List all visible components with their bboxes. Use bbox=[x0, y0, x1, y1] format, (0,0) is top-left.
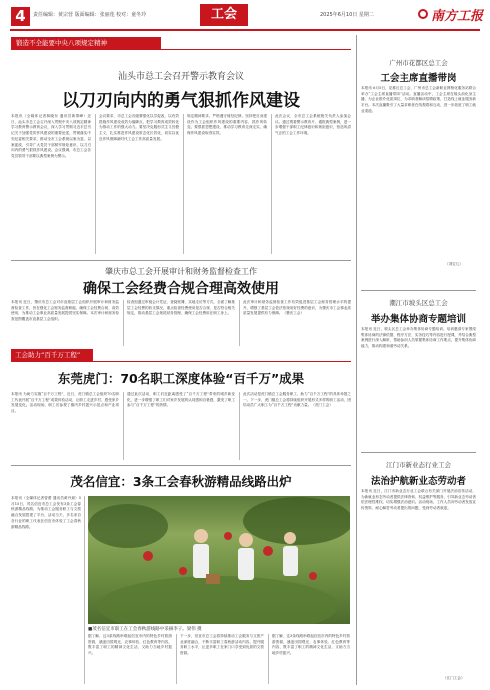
divider bbox=[183, 114, 184, 254]
sidebar-rule bbox=[361, 452, 476, 453]
section-tag bbox=[200, 4, 248, 26]
divider bbox=[123, 392, 124, 460]
sidebar-2-title: 潮江市坡头区总工会 bbox=[389, 299, 448, 307]
photo-caption bbox=[88, 626, 350, 632]
sidebar-3-author: （江门工会） bbox=[443, 676, 465, 680]
divider bbox=[268, 634, 269, 684]
audit-col-1: 本报讯 近日，肇庆市总工会对市直基层工会组织开展审计和财务监督检查工作，旨在强化工会财务监督职能，确保工会经费合规、高效使用，为推动工会事业高质量发展提供坚实保障。本次审计和财务检查范围覆盖市直基层工会组织。 bbox=[11, 300, 119, 322]
header-editors: 责任编辑：黄宗营 版面编辑：张丽莲 校对：童冬玲 bbox=[33, 12, 147, 18]
divider bbox=[176, 634, 177, 684]
audit-col-3: 此次审计和财务监督检查工作有效促进基层工会财务管理水平的提升，增强了基层工会依法依规用好经费的意识，为肇庆市工会事业高质量发展提供有力保障。（肇庆工会） bbox=[243, 300, 351, 316]
header-date: 2025年6月10日 星期二 bbox=[320, 12, 374, 18]
sidebar-2-headline: 举办集体协商专题培训 bbox=[370, 314, 466, 325]
divider bbox=[95, 114, 96, 254]
tab2-rule bbox=[11, 361, 351, 362]
dongguan-col-3: 此次活动是虎门镇总工会服务职工、助力“百千万工程”的具体举措之一。下一步，虎门镇总工会将持续组织开展形式多样的职工活动，团结动员广大职工为“百千万工程”贡献力量。（虎门工会） bbox=[243, 392, 351, 408]
sidebar-1-author: （刘宝儿） bbox=[445, 262, 463, 266]
sidebar-1-title: 广州市花都区总工会 bbox=[389, 59, 448, 67]
photo-caption-text: ■茂名信宜市职工在工会春秋游线路中采摘李子。梁伟 摄 bbox=[88, 627, 202, 632]
dongguan-col-2: 通过此次活动，职工们近距离感受了“百千万工程”带来的城乡新变化，进一步增强了职工们对家乡发展的认同感和自豪感，激发了职工参与“百千万工程”的热情。 bbox=[127, 392, 235, 408]
main-col-4: 此次会议，全市总工会系统相关负责人参加会议。通过观看警示教育片、通报典型案例，进一步增强干部职工纪律意识和规矩意识，营造风清气正的工会工作环境。 bbox=[275, 114, 351, 136]
divider bbox=[123, 300, 124, 346]
masthead-logo bbox=[408, 5, 483, 23]
topic-tab-2-label: 工会助力“百千万工程” bbox=[15, 351, 81, 359]
divider bbox=[271, 114, 272, 254]
divider bbox=[84, 496, 85, 684]
logo-mark-icon bbox=[418, 9, 428, 19]
main-col-3: 规定精神要求，严格遵守财经纪律，坚持把自身建设作为工会组织作风建设的重要内容，抓作风转变。要狠抓思想建设，推动学习教育走深走实，确保作风建设取得实效。 bbox=[187, 114, 267, 136]
section-rule bbox=[11, 260, 351, 261]
tea-picking-photo-icon bbox=[88, 496, 350, 624]
sidebar-rule bbox=[361, 290, 476, 291]
sidebar-3-title: 江门市新业态行业工会 bbox=[386, 461, 451, 469]
audit-col-2: 检查组通过审阅会计凭证、查阅账簿、实地走访等方式，全面了解基层工会经费的收支情况，重点检查经费使用是否合规、是否符合相关规定，推动基层工会规范财务管理，确保工会经费用在职工身上。 bbox=[127, 300, 235, 316]
topic-tab-1 bbox=[11, 37, 161, 49]
topic-tab-1-label: 锻造不全能要中央八项规定精神 bbox=[16, 39, 107, 47]
section-title: 工会 bbox=[210, 7, 237, 22]
dongguan-headline: 东莞虎门：70名职工深度体验“百千万”成果 bbox=[57, 371, 305, 386]
main-headline: 以刀刃向内的勇气狠抓作风建设 bbox=[62, 91, 300, 111]
maoming-headline: 茂名信宜：3条工会春秋游精品线路出炉 bbox=[70, 474, 292, 489]
sidebar-1-headline: 工会主席直播带岗 bbox=[380, 73, 457, 84]
main-subhead: 汕头市总工会召开警示教育会议 bbox=[117, 72, 244, 82]
tab1-rule bbox=[11, 49, 351, 50]
divider bbox=[239, 300, 240, 346]
sidebar-divider bbox=[356, 35, 357, 685]
maoming-col-3: 下一步，信宜市总工会将持续推动工会服务与文旅产业深度融合，不断丰富职工春秋游活动内容，提升服务职工水平，让更多职工在家门口享受到优质的文旅资源。 bbox=[180, 634, 264, 656]
divider bbox=[239, 392, 240, 460]
topic-tab-2 bbox=[11, 349, 93, 361]
sidebar-3-body: 本报讯 近日，江门市新业态行业工会联合有关部门开展法治宣传活动，为新就业形态劳动者提供法律咨询、权益维护等服务，引导新业态劳动者依法理性维权，切实增强法治意识。活动现场，工作人员向劳动者发放宣传资料，耐心解答劳动者提出的问题，受到劳动者欢迎。 bbox=[361, 489, 476, 511]
audit-headline: 确保工会经费合规合理高效使用 bbox=[83, 281, 279, 297]
maoming-col-2: 据了解，这3条线路串联起信宜市内的特色乡村旅游资源，涵盖田园观光、农事体验、红色教育等内容，既丰富了职工的精神文化生活，又助力当地乡村振兴。 bbox=[88, 634, 172, 656]
maoming-col-4: 据了解，这3条线路串联起信宜市内的特色乡村旅游资源，涵盖田园观光、农事体验、红色教育等内容，既丰富了职工的精神文化生活，又助力当地乡村振兴。 bbox=[272, 634, 350, 656]
dongguan-col-1: 本报讯 为助力实施“百千万工程”，近日，虎门镇总工会组织70名职工代表开展“百千万工程”成果体验活动，让职工走进乡村、感受家乡发展变化。活动现场，职工们参观了镇内乡村振兴示范点和产业项目。 bbox=[11, 392, 119, 414]
sidebar-2-body: 本报讯 近日，坡头区总工会举办集体协商专题培训。培训邀请专家围绕集体协商的法律依据、程序方法、实务技巧等内容进行授课，并结合典型案例进行深入解析，帮助参训人员掌握集体协商工作要点，提升集体协商能力，推动构建和谐劳动关系。 bbox=[361, 327, 476, 349]
page-number: 4 bbox=[15, 7, 26, 25]
maoming-col-1: 本报讯（全媒体记者曾蕾 通讯员黄丹琼）5月15日，茂名信宜市总工会发布3条工会春秋游精品线路，为推动工会服务职工与文旅融合发展搭建了平台，活动当天，多名来自各行业的职工代表在信宜市体验了工会春秋游精品线路。 bbox=[11, 496, 81, 529]
section-rule bbox=[11, 465, 351, 466]
header-rule bbox=[10, 29, 480, 31]
sidebar-1-body: 本报讯 6月5日，花都区总工会、广州市总工会新职业网格化服务站联合举办“工会主席直播带岗”活动。直播活动中，工会主席在镜头前化身主播，为企业推介优质岗位，为求职者解读招聘政策，打造线上就业服务新平台。本次直播吸引了大量求职者在线观看和互动，进一步拓宽了职工就业渠道。 bbox=[361, 86, 476, 113]
main-col-1: 本报讯（全媒体记者林晓东 通讯员黄菁峰）近日，汕头市总工会召开深入贯彻中央八项规定精神学习教育警示教育会议，深入学习贯彻习近平总书记关于加强党的作风建设的重要论述，贯彻落实中央纪委相关要求，推动全市工会系统以案为鉴、以案促改，引导广大党员干部树牢规矩意识，以刀刃向内的勇气狠抓作风建设。会议强调，市总工会各党员领导干部要以典型案例为警示。 bbox=[11, 114, 91, 158]
brand-logo-text: 南方工报 bbox=[430, 8, 483, 24]
sidebar-3-headline: 法治护航新业态劳动者 bbox=[370, 476, 466, 487]
maoming-photo bbox=[88, 496, 350, 624]
main-col-2: 会议要求，市总工会各级要强化以学促改，以有效措施作风建设成效为落脚点，把学习教育成效转化为推动工作的强大动力。要坚决克服形式主义官僚主义，扎实推进作风建设常态化长效化，切实以优良作风保障新时代工会工作高质量发展。 bbox=[99, 114, 179, 141]
page-number-box bbox=[11, 7, 30, 26]
audit-subhead: 肇庆市总工会开展审计和财务监督检查工作 bbox=[105, 267, 257, 276]
